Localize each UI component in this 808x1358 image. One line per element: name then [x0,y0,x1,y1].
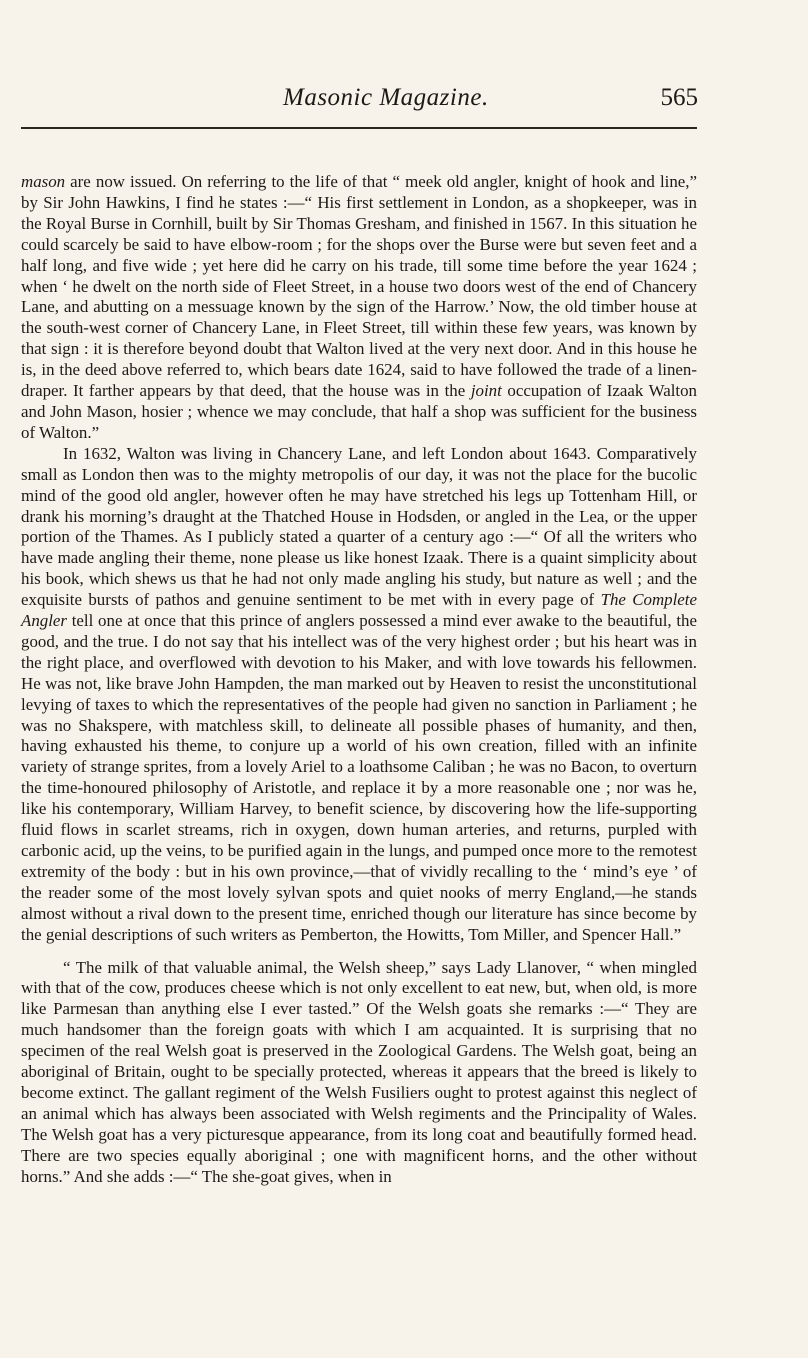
text-run: In 1632, Walton was living in Chancery Lane, and left London about 1643. Comparatively small as London then was to the mighty metropolis of our day, it was not the place for the bucolic mind of the good old angler, however often he may have stretched his legs up Tottenham Hill, or drank his morning’s draught at the Thatched House in Hodsden, or angled in the Lea, or the upper portion of the Thames. As I publicly stated a quarter of a century ago :—“ Of all the writers who have made angling their theme, none please us like honest Izaak. There is a quaint simplicity about his book, which shews us that he had not only made angling his study, but nature as well ; and the exquisite bursts of pathos and genuine sentiment to be met with in every page of [21,443,697,610]
page-header [21,84,698,124]
italic-text: The Complete Angler [21,590,697,631]
italic-text: mason [21,172,66,191]
paragraph-1 [21,172,697,444]
paragraph-2 [21,444,697,946]
paragraph-3 [21,958,697,1188]
page-number: 565 [660,84,698,111]
article-body [21,172,697,1188]
running-title: Masonic Magazine. [283,84,489,111]
text-run: occupation of Izaak Walton and John Mason, hosier ; whence we may conclude, that half a shop was sufficient for the business of Walton.” [21,381,697,442]
text-run: tell one at once that this prince of anglers possessed a mind ever awake to the beautiful, the good, and the true. I do not say that his intellect was of the very highest order ; but his heart was in the right place, and overflowed with devotion to his Maker, and with love towards his fellowmen. He was not, like brave John Hampden, the man marked out by Heaven to resist the unconstitutional levying of taxes to which the representatives of the people had given no sanction in Parliament ; he was no Shakspere, with matchless skill, to delineate all possible phases of humanity, and then, having exhausted his theme, to conjure up a world of his own creation, filled with an infinite variety of strange sprites, from a lovely Ariel to a loathsome Caliban ; he was no Bacon, to overturn the time-honoured philosophy of Aristotle, and replace it by a more reasonable one ; nor was he, like his contemporary, William Harvey, to benefit science, by discovering how the life-supporting fluid flows in scarlet streams, rich in oxygen, down human arteries, and returns, purpled with carbonic acid, up the veins, to be purified again in the lungs, and pumped once more to the remotest extremity of the body : but in his own province,—that of vividly recalling to the ‘ mind’s eye ’ of the reader some of the most lovely sylvan spots and quiet nooks of merry England,—he stands almost without a rival down to the present time, enriched though our literature has since become by the genial descriptions of such writers as Pemberton, the Howitts, Tom Miller, and Spencer Hall.” [21,611,697,944]
header-rule [21,127,697,129]
text-run: “ The milk of that valuable animal, the Welsh sheep,” says Lady Llanover, “ when mingled with that of the cow, produces cheese which is not only excellent to eat new, but, when old, is more like Parmesan than anything else I ever tasted.” Of the Welsh goats she remarks :—“ They are much handsomer than the foreign goats with which I am acquainted. It is surprising that no specimen of the real Welsh goat is preserved in the Zoological Gardens. The Welsh goat, being an aboriginal of Britain, ought to be specially protected, whereas it appears that the breed is likely to become extinct. The gallant regiment of the Welsh Fusiliers ought to protest against this neglect of an animal which has always been associated with Welsh regiments and the Principality of Wales. The Welsh goat has a very picturesque appearance, from its long coat and beautifully formed head. There are two species equally aboriginal ; one with magnificent horns, and the other without horns.” And she adds :—“ The she-goat gives, when in [21,957,697,1186]
italic-text: joint [470,381,502,401]
text-run: are now issued. On referring to the life of that “ meek old angler, knight of hook and line,” by Sir John Hawkins, I find he states :—“ His first settlement in London, as a shopkeeper, was in the Royal Burse in Cornhill, built by Sir Thomas Gresham, and finished in 1567. In this situation he could scarcely be said to have elbow-room ; for the shops over the Burse were but seven feet and a half long, and five wide ; yet here did he carry on his trade, till some time before the year 1624 ; when ‘ he dwelt on the north side of Fleet Street, in a house two doors west of the end of Chancery Lane, and abutting on a messuage known by the sign of the Harrow.’ Now, the old timber house at the south-west corner of Chancery Lane, in Fleet Street, till within these few years, was known by that sign : it is therefore beyond doubt that Walton lived at the very next door. And in this house he is, in the deed above referred to, which bears date 1624, said to have followed the trade of a linen-draper. It farther appears by that deed, that the house was in the [21,172,697,401]
